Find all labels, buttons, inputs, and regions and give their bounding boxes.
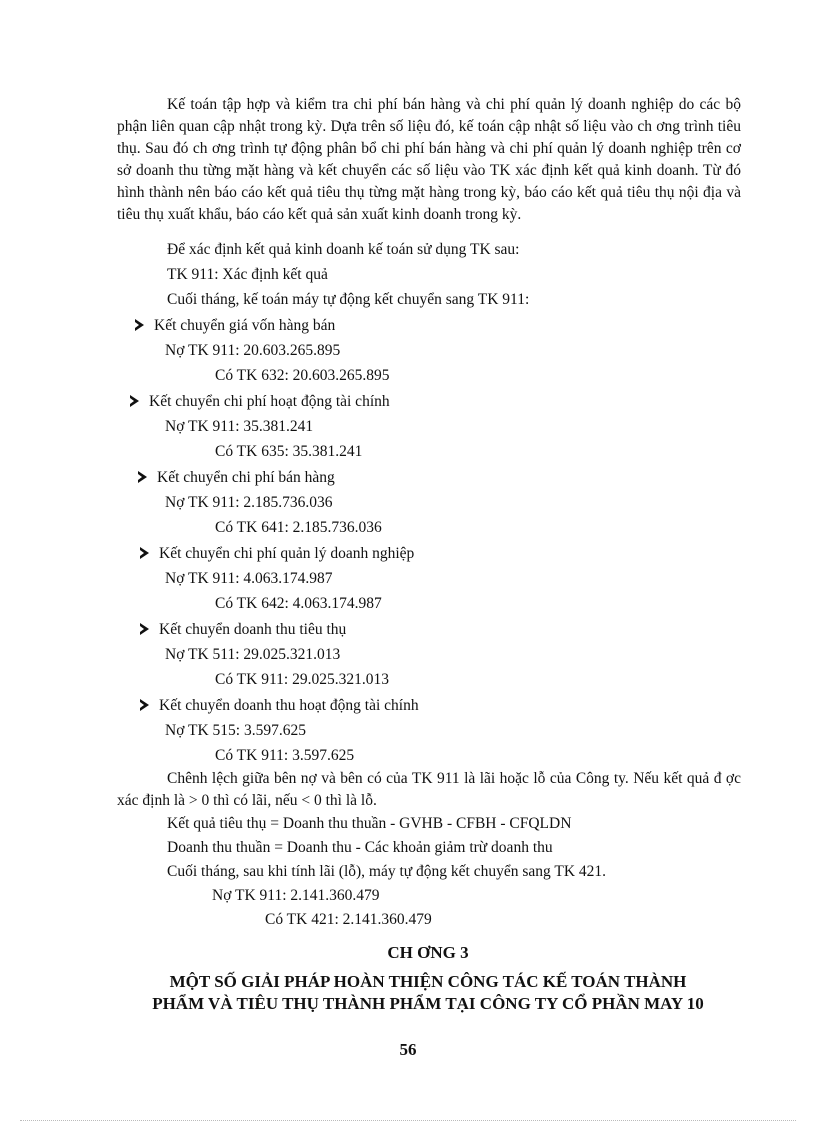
entry-debit: Nợ TK 511: 29.025.321.013 xyxy=(165,646,341,663)
intro-line-1: Để xác định kết quả kinh doanh kế toán sử dụng TK sau: xyxy=(167,241,520,258)
chapter-label: CH ƠNG 3 xyxy=(387,943,469,962)
arrow-bullet-icon xyxy=(140,699,149,711)
closing-debit: Nợ TK 911: 2.141.360.479 xyxy=(212,887,380,904)
entry-title: Kết chuyển doanh thu hoạt động tài chính xyxy=(159,697,419,714)
entry-admin-cost-title xyxy=(140,544,414,564)
entry-credit: Có TK 632: 20.603.265.895 xyxy=(215,367,390,384)
footer-divider xyxy=(20,1120,796,1121)
paragraph-accounting-process: Kế toán tập hợp và kiểm tra chi phí bán hàng và chi phí quản lý doanh nghiệp do các bộ phận liên quan cập nhật trong kỳ. Dựa trên số liệu đó, kế toán cập nhật số liệu vào ch ơng trình tiêu thụ. Sau đó ch ơng trình tự động phân bổ chi phí bán hàng và chi phí quản lý doanh nghiệp trên cơ sở doanh thu từng mặt hàng và kết chuyển các số liệu vào TK xác định kết quả kinh doanh. Từ đó hình thành nên báo cáo kết quả tiêu thụ từng mặt hàng trong kỳ, báo cáo kết quả tiêu thụ nội địa và tiêu thụ xuất khẩu, báo cáo kết quả sản xuất kinh doanh trong kỳ. xyxy=(117,96,741,223)
closing-line: Cuối tháng, sau khi tính lãi (lỗ), máy tự động kết chuyển sang TK 421. xyxy=(167,863,607,880)
entry-debit: Nợ TK 911: 35.381.241 xyxy=(165,418,314,435)
entry-title: Kết chuyển doanh thu tiêu thụ xyxy=(159,621,347,638)
arrow-bullet-icon xyxy=(130,395,139,407)
entry-debit: Nợ TK 911: 2.185.736.036 xyxy=(165,494,333,511)
arrow-bullet-icon xyxy=(135,319,144,331)
entry-credit: Có TK 635: 35.381.241 xyxy=(215,443,363,460)
entry-finance-cost-title xyxy=(130,392,390,412)
entry-title: Kết chuyển giá vốn hàng bán xyxy=(154,317,336,334)
formula-net-revenue: Doanh thu thuần = Doanh thu - Các khoản giảm trừ doanh thu xyxy=(167,839,553,856)
entry-selling-cost-title xyxy=(138,468,335,488)
formula-sales-result: Kết quả tiêu thụ = Doanh thu thuần - GVHB - CFBH - CFQLDN xyxy=(167,815,572,832)
intro-line-3: Cuối tháng, kế toán máy tự động kết chuyển sang TK 911: xyxy=(167,291,530,308)
entry-debit: Nợ TK 911: 20.603.265.895 xyxy=(165,342,341,359)
entry-debit: Nợ TK 911: 4.063.174.987 xyxy=(165,570,333,587)
entry-credit: Có TK 911: 3.597.625 xyxy=(215,747,355,764)
entry-title: Kết chuyển chi phí quản lý doanh nghiệp xyxy=(159,545,415,562)
entry-title: Kết chuyển chi phí hoạt động tài chính xyxy=(149,393,390,410)
entry-cogs-title xyxy=(135,316,335,336)
closing-credit: Có TK 421: 2.141.360.479 xyxy=(265,911,432,928)
intro-line-2: TK 911: Xác định kết quả xyxy=(167,266,328,283)
entry-credit: Có TK 642: 4.063.174.987 xyxy=(215,595,382,612)
arrow-bullet-icon xyxy=(140,623,149,635)
arrow-bullet-icon xyxy=(140,547,149,559)
entry-credit: Có TK 911: 29.025.321.013 xyxy=(215,671,389,688)
page-number: 56 xyxy=(399,1040,417,1059)
entry-credit: Có TK 641: 2.185.736.036 xyxy=(215,519,382,536)
entry-finance-revenue-title xyxy=(140,696,419,716)
entry-debit: Nợ TK 515: 3.597.625 xyxy=(165,722,306,739)
chapter-title-line-2: PHẨM VÀ TIÊU THỤ THÀNH PHẨM TẠI CÔNG TY CỔ PHẦN MAY 10 xyxy=(152,994,704,1013)
paragraph-difference: Chênh lệch giữa bên nợ và bên có của TK 911 là lãi hoặc lỗ của Công ty. Nếu kết quả đ ợc xác định là > 0 thì có lãi, nếu < 0 thì là lỗ. xyxy=(117,770,741,809)
entry-revenue-title xyxy=(140,620,346,640)
chapter-title-line-1: MỘT SỐ GIẢI PHÁP HOÀN THIỆN CÔNG TÁC KẾ TOÁN THÀNH xyxy=(169,972,687,991)
arrow-bullet-icon xyxy=(138,471,147,483)
entry-title: Kết chuyển chi phí bán hàng xyxy=(157,469,335,486)
